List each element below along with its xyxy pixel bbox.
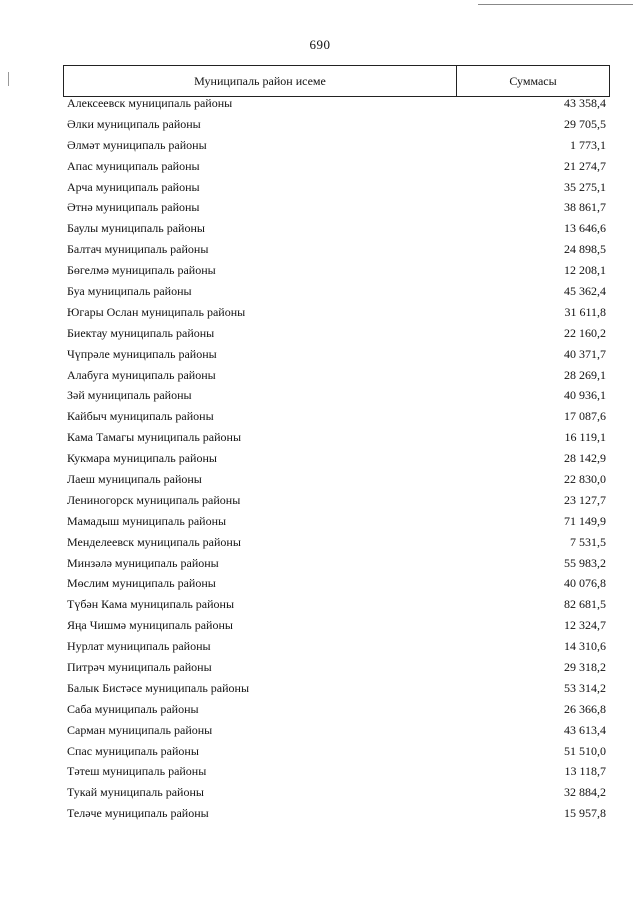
district-name: Алексеевск муниципаль районы — [67, 95, 233, 110]
district-name: Әлки муниципаль районы — [67, 116, 201, 131]
district-sum: 12 324,7 — [564, 618, 606, 633]
district-name: Лаеш муниципаль районы — [67, 471, 202, 486]
district-name: Арча муниципаль районы — [67, 179, 200, 194]
district-name: Кукмара муниципаль районы — [67, 451, 217, 466]
table-row — [66, 114, 606, 135]
table-row — [66, 615, 606, 636]
district-name: Мөслим муниципаль районы — [67, 576, 216, 591]
district-name: Лениногорск муниципаль районы — [67, 492, 241, 507]
table-row — [66, 448, 606, 469]
table-row — [66, 177, 606, 198]
table-row — [66, 699, 606, 720]
district-sum: 43 358,4 — [564, 95, 606, 110]
district-sum: 45 362,4 — [564, 283, 606, 298]
district-sum: 40 936,1 — [564, 388, 606, 403]
district-name: Буа муниципаль районы — [67, 283, 192, 298]
district-sum: 38 861,7 — [564, 200, 606, 215]
district-name: Питрәч муниципаль районы — [67, 659, 212, 674]
district-name: Биектау муниципаль районы — [67, 325, 215, 340]
table-row — [66, 803, 606, 824]
table-row — [66, 782, 606, 803]
district-name: Балык Бистәсе муниципаль районы — [67, 680, 250, 695]
table-row — [66, 365, 606, 386]
table-row — [66, 281, 606, 302]
district-sum: 29 705,5 — [564, 116, 606, 131]
table-row — [66, 239, 606, 260]
district-sum: 71 149,9 — [564, 513, 606, 528]
table-row — [66, 573, 606, 594]
district-name: Тукай муниципаль районы — [67, 785, 204, 800]
district-name: Югары Ослан муниципаль районы — [67, 304, 246, 319]
district-name: Балтач муниципаль районы — [67, 242, 209, 257]
district-name: Тәтеш муниципаль районы — [67, 764, 207, 779]
district-name: Кама Тамагы муниципаль районы — [67, 430, 242, 445]
district-name: Теләче муниципаль районы — [67, 806, 209, 821]
district-sum: 29 318,2 — [564, 659, 606, 674]
district-name: Әлмәт муниципаль районы — [67, 137, 207, 152]
table-row — [66, 511, 606, 532]
district-sum: 23 127,7 — [564, 492, 606, 507]
district-sum: 53 314,2 — [564, 680, 606, 695]
table-row — [66, 490, 606, 511]
district-name: Спас муниципаль районы — [67, 743, 199, 758]
table-row — [66, 594, 606, 615]
district-sum: 7 531,5 — [570, 534, 606, 549]
column-header-sum: Суммасы — [509, 73, 557, 88]
district-sum: 15 957,8 — [564, 806, 606, 821]
district-sum: 21 274,7 — [564, 158, 606, 173]
district-sum: 55 983,2 — [564, 555, 606, 570]
district-sum: 28 269,1 — [564, 367, 606, 382]
table-row — [66, 678, 606, 699]
district-sum: 1 773,1 — [570, 137, 606, 152]
district-name: Зәй муниципаль районы — [67, 388, 192, 403]
district-name: Баулы муниципаль районы — [67, 221, 205, 236]
district-sum: 51 510,0 — [564, 743, 606, 758]
district-name: Алабуга муниципаль районы — [67, 367, 216, 382]
district-name: Мамадыш муниципаль районы — [67, 513, 227, 528]
district-sum: 26 366,8 — [564, 701, 606, 716]
district-sum: 82 681,5 — [564, 597, 606, 612]
district-sum: 35 275,1 — [564, 179, 606, 194]
district-name: Апас муниципаль районы — [67, 158, 200, 173]
district-sum: 32 884,2 — [564, 785, 606, 800]
table-row — [66, 406, 606, 427]
district-sum: 24 898,5 — [564, 242, 606, 257]
table-row — [66, 197, 606, 218]
table-row — [66, 469, 606, 490]
district-sum: 22 830,0 — [564, 471, 606, 486]
column-header-name: Муниципаль район исеме — [64, 66, 457, 96]
district-name: Минзәлә муниципаль районы — [67, 555, 219, 570]
district-name: Менделеевск муниципаль районы — [67, 534, 241, 549]
district-name: Чүпрәле муниципаль районы — [67, 346, 217, 361]
page-number: 690 — [309, 37, 331, 52]
table-body — [66, 93, 606, 824]
table-row — [66, 302, 606, 323]
table-row — [66, 135, 606, 156]
table-row — [66, 93, 606, 114]
margin-mark — [8, 72, 9, 86]
table-row — [66, 385, 606, 406]
table-row — [66, 657, 606, 678]
district-name: Кайбыч муниципаль районы — [67, 409, 214, 424]
district-sum: 12 208,1 — [564, 263, 606, 278]
top-edge-line — [478, 4, 633, 5]
table-row — [66, 260, 606, 281]
district-name: Бөгелмә муниципаль районы — [67, 263, 216, 278]
district-sum: 14 310,6 — [564, 639, 606, 654]
table-row — [66, 720, 606, 741]
district-name: Әтнә муниципаль районы — [67, 200, 200, 215]
district-sum: 40 076,8 — [564, 576, 606, 591]
district-name: Сабa муниципаль районы — [67, 701, 199, 716]
district-name: Яңа Чишмә муниципаль районы — [67, 618, 233, 633]
district-sum: 40 371,7 — [564, 346, 606, 361]
district-sum: 43 613,4 — [564, 722, 606, 737]
table-row — [66, 427, 606, 448]
district-sum: 31 611,8 — [564, 304, 606, 319]
district-sum: 17 087,6 — [564, 409, 606, 424]
table-row — [66, 156, 606, 177]
table-row — [66, 741, 606, 762]
district-sum: 28 142,9 — [564, 451, 606, 466]
district-name: Сарман муниципаль районы — [67, 722, 213, 737]
district-sum: 13 646,6 — [564, 221, 606, 236]
table-row — [66, 218, 606, 239]
district-name: Нурлат муниципаль районы — [67, 639, 211, 654]
table-row — [66, 344, 606, 365]
table-row — [66, 636, 606, 657]
district-sum: 22 160,2 — [564, 325, 606, 340]
district-name: Түбән Кама муниципаль районы — [67, 597, 235, 612]
table-row — [66, 553, 606, 574]
district-sum: 13 118,7 — [564, 764, 606, 779]
district-sum: 16 119,1 — [564, 430, 606, 445]
table-row — [66, 532, 606, 553]
table-row — [66, 762, 606, 783]
table-row — [66, 323, 606, 344]
